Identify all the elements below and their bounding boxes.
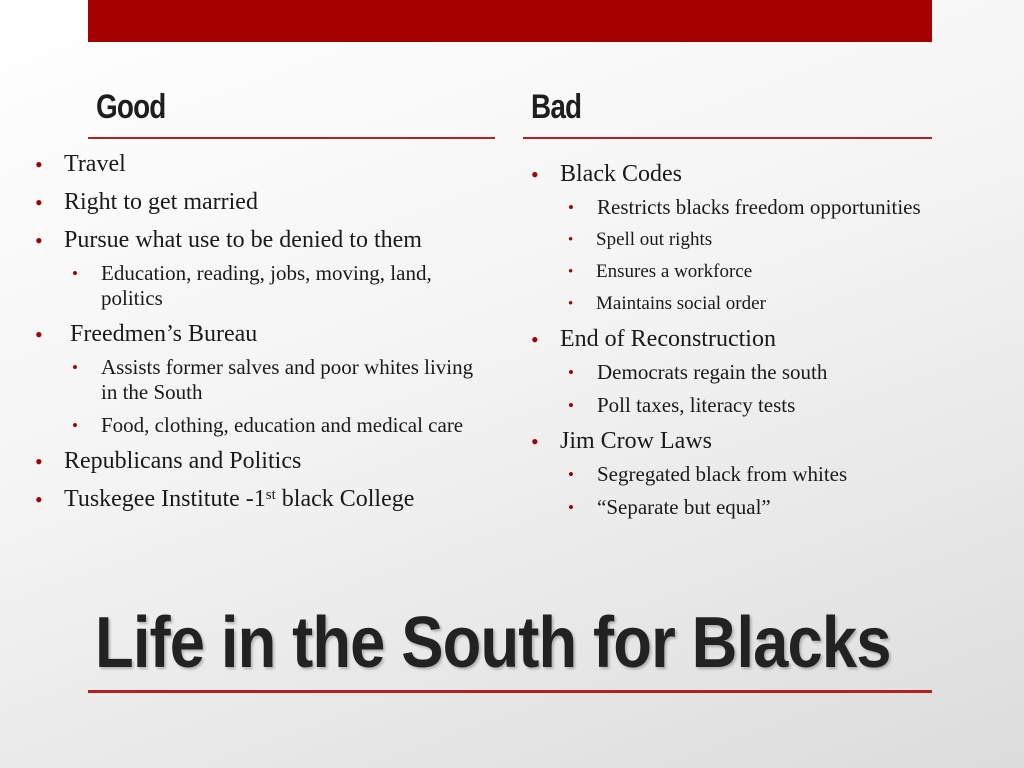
sub-list-item: [560, 495, 948, 520]
sub-list: [64, 261, 482, 311]
bullet-icon: •: [568, 465, 574, 484]
top-accent-bar: [88, 0, 932, 42]
sub-list: [64, 355, 482, 438]
sub-list-item-text: Education, reading, jobs, moving, land, politics: [101, 261, 432, 310]
list-item-text: [64, 486, 414, 512]
bad-heading: Bad: [531, 88, 582, 126]
sub-list-item: [560, 393, 948, 418]
bullet-icon: •: [568, 232, 574, 248]
sub-sub-list-item: [528, 228, 948, 252]
sub-sub-list-item-text: Maintains social order: [596, 293, 766, 314]
list-item: [528, 427, 948, 520]
bullet-icon: •: [72, 264, 78, 283]
bullet-icon: •: [531, 327, 539, 352]
bullet-icon: •: [35, 190, 43, 215]
list-item: [528, 325, 948, 418]
bad-heading-rule: [523, 137, 932, 139]
sub-list-item-text: Poll taxes, literacy tests: [597, 393, 796, 417]
list-item: [32, 150, 482, 179]
ordinal-superscript: st: [265, 487, 276, 503]
good-heading: Good: [96, 88, 166, 126]
slide-title: Life in the South for Blacks: [95, 603, 891, 683]
bad-column: [528, 160, 948, 529]
sub-sub-list-item-text: Spell out rights: [596, 229, 713, 250]
bullet-icon: •: [568, 264, 574, 280]
sub-list-item-text: “Separate but equal”: [597, 495, 771, 519]
sub-list-item: [560, 195, 948, 220]
bullet-icon: •: [35, 487, 43, 512]
sub-list-item: [64, 355, 482, 405]
sub-sub-list-item: [528, 292, 948, 316]
list-item-text: Right to get married: [64, 189, 258, 215]
sub-list-item-text: Restricts blacks freedom opportunities: [597, 195, 921, 219]
title-rule: [88, 690, 932, 693]
list-item: [32, 226, 482, 311]
bullet-icon: •: [35, 228, 43, 253]
list-item: [528, 160, 948, 316]
list-item-text: Jim Crow Laws: [560, 428, 712, 454]
bullet-icon: •: [568, 363, 574, 382]
bullet-icon: •: [568, 296, 574, 312]
sub-sub-list-item: [528, 260, 948, 284]
tuskegee-text: Tuskegee Institute -1: [64, 486, 266, 512]
list-item: [32, 447, 482, 476]
sub-list-item-text: Segregated black from whites: [597, 462, 848, 486]
bullet-icon: •: [531, 162, 539, 187]
bullet-icon: •: [72, 416, 78, 435]
sub-list: [560, 195, 948, 220]
sub-list-item-text: Assists former salves and poor whites living in the South: [101, 355, 474, 404]
sub-list: [560, 360, 948, 418]
sub-list-item: [560, 462, 948, 487]
sub-list-item: [560, 360, 948, 385]
bullet-icon: •: [568, 498, 574, 517]
list-item-text: Pursue what use to be denied to them: [64, 227, 422, 253]
good-heading-rule: [88, 137, 495, 139]
bullet-icon: •: [72, 358, 78, 377]
bullet-icon: •: [35, 152, 43, 177]
list-item: [32, 188, 482, 217]
tuskegee-text-end: black College: [275, 486, 415, 512]
list-item-text: Travel: [64, 151, 126, 177]
bullet-icon: •: [35, 449, 43, 474]
bad-list: [528, 160, 948, 520]
list-item-text: End of Reconstruction: [560, 326, 776, 352]
bullet-icon: •: [568, 198, 574, 217]
list-item-text: Black Codes: [560, 161, 682, 187]
sub-list-item: [64, 261, 482, 311]
sub-sub-list: [528, 228, 948, 316]
bullet-icon: •: [35, 322, 43, 347]
list-item: [32, 320, 482, 438]
sub-list: [560, 462, 948, 520]
good-list: [32, 150, 482, 514]
list-item-text: Freedmen’s Bureau: [64, 321, 258, 347]
sub-list-item-text: Food, clothing, education and medical care: [101, 413, 464, 437]
sub-list-item-text: Democrats regain the south: [597, 360, 828, 384]
sub-sub-list-item-text: Ensures a workforce: [596, 261, 753, 282]
list-item-text: Republicans and Politics: [64, 448, 302, 474]
sub-list-item: [64, 413, 482, 438]
bullet-icon: •: [531, 429, 539, 454]
bullet-icon: •: [568, 396, 574, 415]
good-column: [32, 150, 482, 523]
list-item: [32, 485, 482, 514]
